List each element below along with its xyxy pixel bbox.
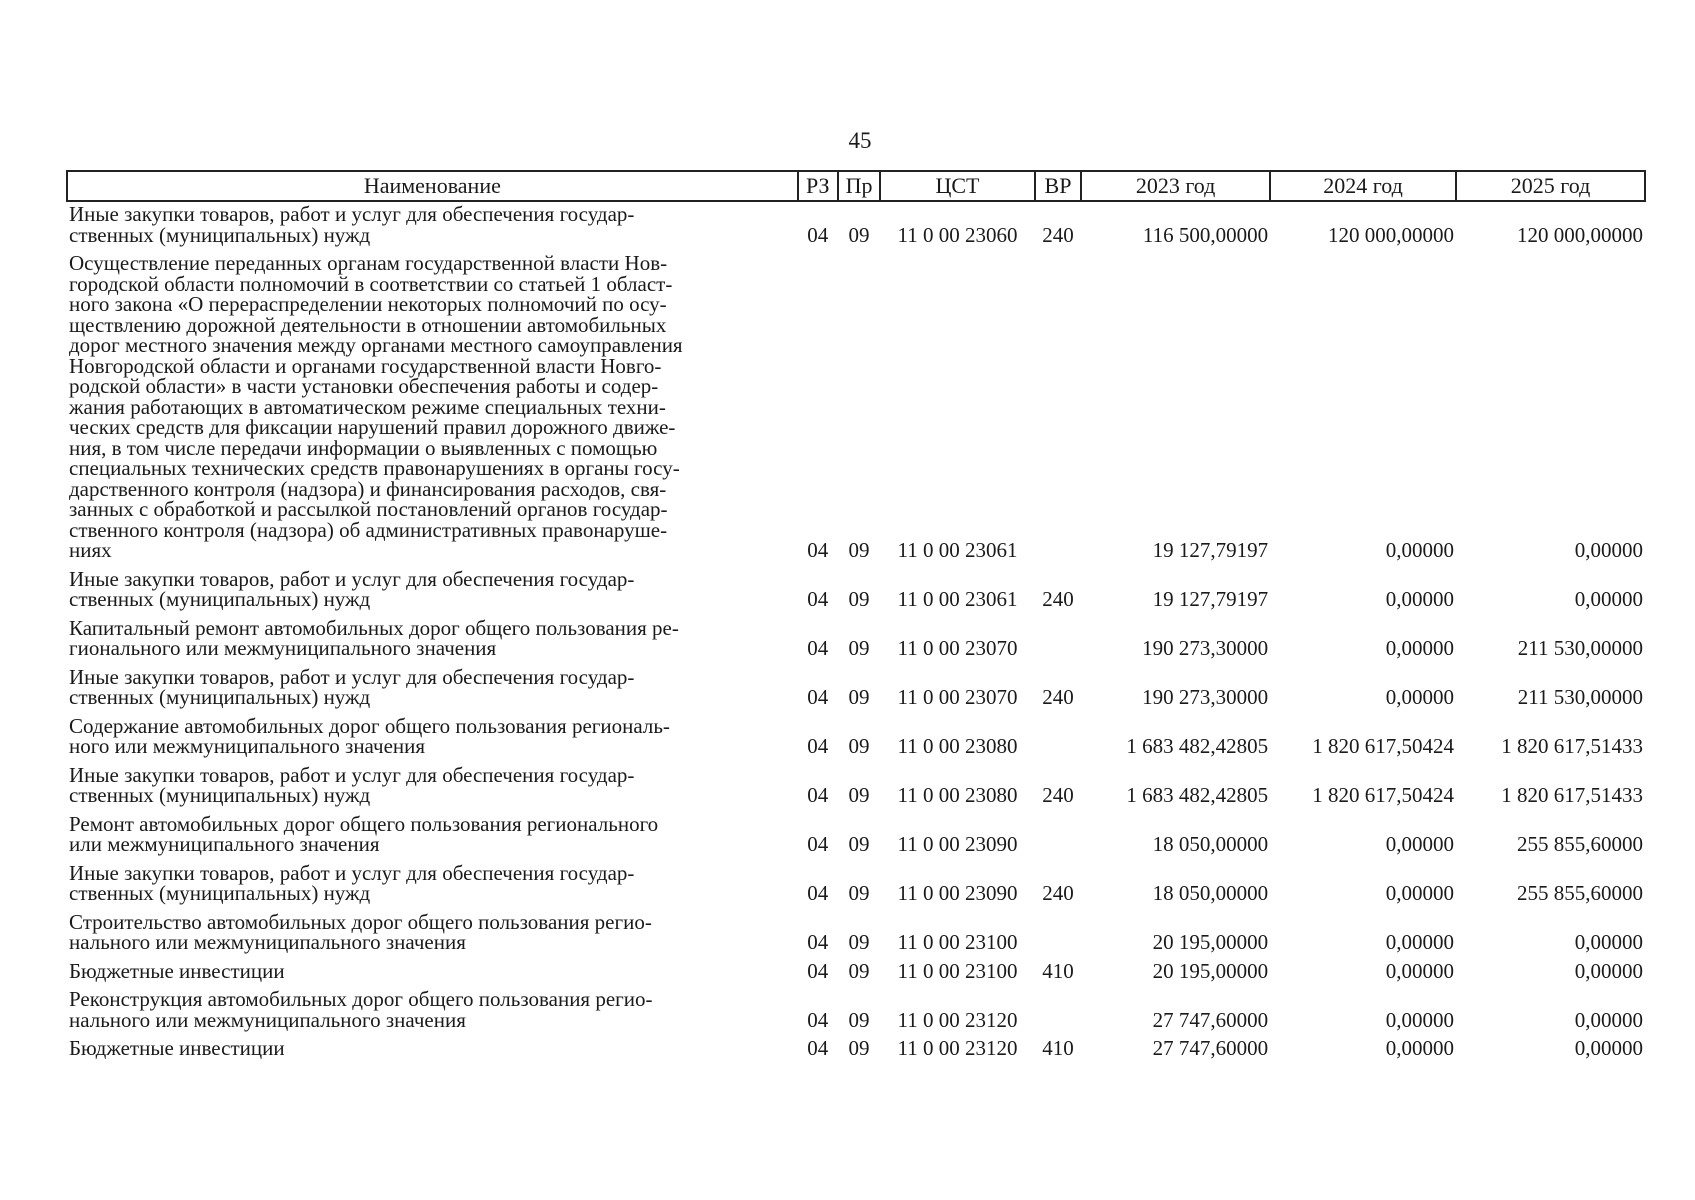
cell-y2025: 0,00000 [1574, 930, 1643, 954]
row-name-line: ния, в том числе передачи информации о выявленных с помощью [69, 435, 658, 460]
cell-y2025: 1 820 617,51433 [1501, 734, 1643, 758]
row-name-line: ственных (муниципальных) нужд [69, 587, 371, 611]
table-body [67, 201, 1645, 1065]
row-name [67, 251, 798, 567]
cell-cst: 11 0 00 23100 [897, 958, 1018, 983]
cell-vr: 240 [1042, 881, 1074, 905]
cell-pr: 09 [848, 685, 870, 709]
header-name: Наименование [67, 171, 798, 201]
cell-cst: 11 0 00 23100 [897, 930, 1018, 954]
cell-y2023: 27 747,60000 [1152, 1036, 1269, 1060]
header-rz: РЗ [798, 171, 838, 201]
cell-vr: 410 [1042, 958, 1074, 983]
row-name-line: Новгородской области и органами государственной власти Новго- [69, 353, 662, 378]
cell-vr: 240 [1042, 222, 1074, 247]
cell-vr: 240 [1042, 685, 1074, 709]
row-name-line: Иные закупки товаров, работ и услуг для обеспечения государ- [69, 762, 635, 787]
cell-vr [1035, 987, 1081, 1036]
row-name-line: Реконструкция автомобильных дорог общего пользования регио- [69, 987, 653, 1011]
cell-y2024: 0,00000 [1385, 930, 1455, 954]
cell-y2025: 0,00000 [1574, 587, 1643, 611]
row-name-line: Иные закупки товаров, работ и услуг для обеспечения государ- [69, 566, 635, 591]
row-name-line: Ремонт автомобильных дорог общего пользования регионального [69, 811, 659, 836]
cell-rz: 04 [807, 832, 829, 856]
row-name-line: или межмуниципального значения [69, 832, 380, 856]
row-name-line: ниях [69, 538, 112, 562]
table-row [67, 567, 1645, 616]
row-name-line: ного или межмуниципального значения [69, 734, 426, 758]
cell-vr: 410 [1042, 1036, 1074, 1060]
row-name-line: Капитальный ремонт автомобильных дорог общего пользования ре- [69, 615, 679, 640]
cell-rz: 04 [807, 1036, 829, 1060]
cell-rz: 04 [807, 958, 829, 983]
cell-y2025: 255 855,60000 [1517, 832, 1643, 856]
cell-pr: 09 [848, 832, 870, 856]
cell-rz: 04 [807, 636, 829, 660]
header-pr: Пр [838, 171, 880, 201]
cell-y2023: 190 273,30000 [1142, 685, 1269, 709]
row-name-line: жания работающих в автоматическом режиме специальных техни- [69, 394, 666, 419]
cell-pr: 09 [848, 1007, 870, 1032]
cell-rz: 04 [807, 1007, 829, 1032]
cell-cst: 11 0 00 23070 [897, 636, 1018, 660]
table-row [67, 714, 1645, 763]
row-name-line: ществлению дорожной деятельности в отношении автомобильных [69, 312, 667, 337]
row-name-line: ственных (муниципальных) нужд [69, 881, 371, 905]
cell-rz: 04 [807, 685, 829, 709]
row-name-line: Иные закупки товаров, работ и услуг для обеспечения государ- [69, 202, 635, 226]
cell-y2024: 1 820 617,50424 [1312, 783, 1455, 807]
row-name-line: гионального или межмуниципального значения [69, 636, 497, 660]
cell-y2023: 18 050,00000 [1152, 832, 1269, 856]
row-name-line: ственных (муниципальных) нужд [69, 783, 371, 807]
cell-cst: 11 0 00 23090 [897, 881, 1018, 905]
cell-pr: 09 [848, 783, 870, 807]
table-row [67, 861, 1645, 910]
cell-y2023: 190 273,30000 [1142, 636, 1269, 660]
row-name-line: нального или межмуниципального значения [69, 1007, 466, 1032]
row-name-line: Иные закупки товаров, работ и услуг для обеспечения государ- [69, 860, 635, 885]
cell-rz: 04 [807, 881, 829, 905]
cell-pr: 09 [848, 958, 870, 983]
table-row [67, 251, 1645, 567]
cell-y2024: 0,00000 [1385, 636, 1455, 660]
table-row [67, 763, 1645, 812]
cell-cst: 11 0 00 23061 [897, 538, 1018, 562]
cell-pr: 09 [848, 930, 870, 954]
cell-vr: 240 [1042, 587, 1074, 611]
row-name [67, 959, 798, 988]
cell-y2023: 20 195,00000 [1152, 930, 1269, 954]
cell-rz: 04 [807, 783, 829, 807]
cell-vr [1035, 616, 1081, 665]
cell-rz: 04 [807, 538, 829, 562]
cell-rz: 04 [807, 734, 829, 758]
row-name-line: ственных (муниципальных) нужд [69, 222, 371, 247]
cell-rz: 04 [807, 587, 829, 611]
cell-y2023: 19 127,79197 [1152, 538, 1269, 562]
row-name [67, 910, 798, 959]
cell-y2023: 18 050,00000 [1152, 881, 1269, 905]
cell-pr: 09 [848, 1036, 870, 1060]
cell-y2024: 0,00000 [1385, 881, 1455, 905]
cell-y2023: 1 683 482,42805 [1126, 734, 1269, 758]
row-name [67, 861, 798, 910]
table-row [67, 987, 1645, 1036]
cell-y2025: 0,00000 [1574, 538, 1643, 562]
row-name-line: дарственного контроля (надзора) и финансирования расходов, свя- [69, 476, 667, 501]
table-row [67, 812, 1645, 861]
cell-vr: 240 [1042, 783, 1074, 807]
row-name-line: ственных (муниципальных) нужд [69, 685, 371, 709]
cell-cst: 11 0 00 23090 [897, 832, 1018, 856]
row-name-line: нального или межмуниципального значения [69, 930, 466, 954]
row-name-line: Бюджетные инвестиции [69, 1036, 285, 1060]
cell-y2025: 211 530,00000 [1517, 685, 1643, 709]
cell-y2024: 0,00000 [1385, 538, 1455, 562]
row-name [67, 987, 798, 1036]
page-number: 45 [848, 128, 872, 153]
cell-y2023: 1 683 482,42805 [1126, 783, 1269, 807]
row-name [67, 201, 798, 251]
table-row [67, 616, 1645, 665]
cell-y2025: 120 000,00000 [1517, 222, 1643, 247]
cell-cst: 11 0 00 23061 [897, 587, 1018, 611]
cell-y2024: 0,00000 [1385, 958, 1455, 983]
row-name [67, 763, 798, 812]
cell-pr: 09 [848, 636, 870, 660]
cell-y2025: 0,00000 [1574, 1036, 1643, 1060]
header-vr: ВР [1035, 171, 1081, 201]
cell-vr [1035, 812, 1081, 861]
header-2023: 2023 год [1081, 171, 1270, 201]
cell-y2025: 211 530,00000 [1517, 636, 1643, 660]
row-name-line: Содержание автомобильных дорог общего пользования региональ- [69, 713, 670, 738]
table-row [67, 1036, 1645, 1065]
cell-rz: 04 [807, 930, 829, 954]
row-name-line: Строительство автомобильных дорог общего пользования регио- [69, 909, 652, 934]
cell-y2024: 0,00000 [1385, 832, 1455, 856]
cell-y2023: 116 500,00000 [1142, 222, 1269, 247]
cell-y2024: 1 820 617,50424 [1312, 734, 1455, 758]
table-header-row [67, 171, 1645, 201]
header-cst: ЦСТ [880, 171, 1035, 201]
cell-cst: 11 0 00 23060 [897, 222, 1018, 247]
cell-y2025: 255 855,60000 [1517, 881, 1643, 905]
cell-rz: 04 [807, 222, 829, 247]
cell-y2025: 1 820 617,51433 [1501, 783, 1643, 807]
cell-y2024: 0,00000 [1385, 685, 1455, 709]
cell-pr: 09 [848, 222, 870, 247]
row-name-line: ческих средств для фиксации нарушений правил дорожного движе- [69, 415, 676, 439]
cell-y2024: 0,00000 [1385, 1036, 1455, 1060]
cell-y2024: 0,00000 [1385, 587, 1455, 611]
row-name-line: занных с обработкой и рассылкой постановлений органов государ- [69, 497, 668, 521]
row-name [67, 1036, 798, 1065]
row-name-line: Иные закупки товаров, работ и услуг для обеспечения государ- [69, 664, 635, 689]
row-name-line: Осуществление переданных органам государственной власти Нов- [69, 251, 668, 275]
cell-pr: 09 [848, 881, 870, 905]
row-name-line: Бюджетные инвестиции [69, 958, 285, 983]
row-name-line: дорог местного значения между органами местного самоуправления [69, 333, 683, 357]
cell-y2025: 0,00000 [1574, 958, 1643, 983]
cell-cst: 11 0 00 23120 [897, 1036, 1018, 1060]
table-row [67, 910, 1645, 959]
cell-y2025: 0,00000 [1574, 1007, 1643, 1032]
cell-y2023: 27 747,60000 [1152, 1007, 1269, 1032]
cell-y2023: 19 127,79197 [1152, 587, 1269, 611]
cell-vr [1035, 714, 1081, 763]
row-name-line: специальных технических средств правонарушениях в органы госу- [69, 456, 680, 480]
cell-cst: 11 0 00 23070 [897, 685, 1018, 709]
budget-table [66, 170, 1646, 1065]
row-name [67, 812, 798, 861]
cell-cst: 11 0 00 23080 [897, 734, 1018, 758]
row-name [67, 714, 798, 763]
header-2025: 2025 год [1456, 171, 1645, 201]
row-name [67, 616, 798, 665]
cell-pr: 09 [848, 587, 870, 611]
row-name-line: городской области полномочий в соответствии со статьей 1 област- [69, 271, 673, 296]
cell-y2024: 0,00000 [1385, 1007, 1455, 1032]
row-name-line: родской области» в части установки обеспечения работы и содер- [69, 374, 659, 398]
row-name [67, 567, 798, 616]
row-name-line: ственного контроля (надзора) об административных правонаруше- [69, 517, 668, 542]
table-row [67, 665, 1645, 714]
row-name [67, 665, 798, 714]
cell-y2024: 120 000,00000 [1328, 222, 1455, 247]
cell-y2023: 20 195,00000 [1152, 958, 1269, 983]
header-2024: 2024 год [1270, 171, 1456, 201]
cell-pr: 09 [848, 734, 870, 758]
row-name-line: ного закона «О перераспределении некоторых полномочий по осу- [69, 292, 667, 316]
cell-vr [1035, 910, 1081, 959]
cell-pr: 09 [848, 538, 870, 562]
cell-cst: 11 0 00 23120 [897, 1007, 1018, 1032]
table-row [67, 959, 1645, 988]
table-row [67, 201, 1645, 251]
cell-cst: 11 0 00 23080 [897, 783, 1018, 807]
cell-vr [1035, 251, 1081, 567]
